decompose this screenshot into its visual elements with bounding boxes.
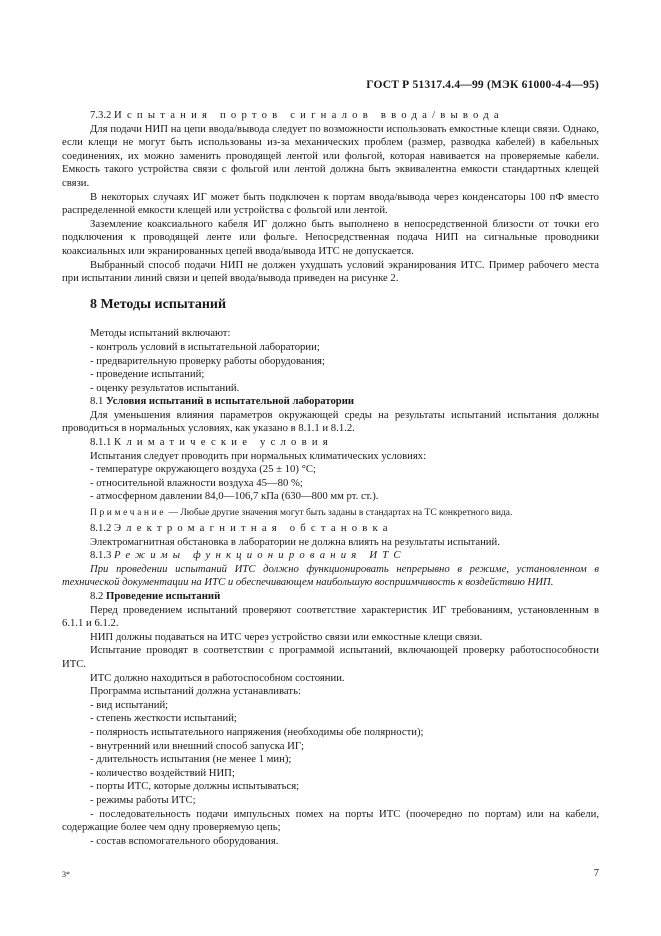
section-8-1-2-heading <box>62 522 599 536</box>
paragraph: Электромагнитная обстановка в лаборатории не должна влиять на результаты испытаний. <box>90 535 500 548</box>
list-item: - контроль условий в испытательной лаборатории; <box>90 340 320 353</box>
list-item: - количество воздействий НИП; <box>90 766 235 779</box>
section-title: Условия испытаний в испытательной лаборатории <box>106 395 355 408</box>
paragraph: Заземление коаксиального кабеля ИГ должно быть выполнено в непосредственной близости от точки его подключения к проводящей ленте или фольге. Непосредственная подача НИП на сигнальные проводники коаксиальных или экранированных цепей ввода/вывода ИТС не допускается. <box>62 217 599 257</box>
paragraph: Перед проведением испытаний проверяют соответствие характеристик ИГ требованиям, установленным в 6.1.1 и 6.1.2. <box>62 603 599 630</box>
paragraph: Испытание проводят в соответствии с программой испытаний, включающей проверку работоспособности ИТС. <box>62 644 599 670</box>
list-item: - оценку результатов испытаний. <box>90 381 240 394</box>
list-item: - последовательность подачи импульсных помех на порты ИТС (поочередно по портам) или на кабели, содержащие более чем одну проверяемую цепь; <box>62 807 599 834</box>
list-item: - порты ИТС, которые должны испытываться; <box>90 780 300 793</box>
page-content <box>62 109 599 848</box>
list-item: - предварительную проверку работы оборудования; <box>90 354 325 367</box>
paragraph: НИП должны подаваться на ИТС через устройство связи или емкостные клещи связи. <box>90 630 483 643</box>
list-item: - состав вспомогательного оборудования. <box>90 834 279 847</box>
paragraph: Для подачи НИП на цепи ввода/вывода следует по возможности использовать емкостные клещи связи. Однако, если клещи не могут быть использованы из-за механических проблем (размер, разводка кабелей) в кабельных соединениях, их можно заменить проводящей лентой или фольгой, которая навивается на проверяемые кабели. Емкость такого устройства связи с фольгой или лентой должна быть эквивалентна емкости стандартных клещей связи. <box>62 122 599 189</box>
section-title: Климатические условия <box>114 436 333 449</box>
list-item: - относительной влажности воздуха 45—80 %; <box>90 476 303 489</box>
page-header-standard: ГОСТ Р 51317.4.4—99 (МЭК 61000-4-4—95) <box>366 79 599 91</box>
list-item: - внутренний или внешний способ запуска ИГ; <box>90 739 305 752</box>
paragraph: Испытания следует проводить при нормальных климатических условиях: <box>90 449 427 462</box>
page-number: 7 <box>593 868 599 879</box>
note-label: Примечание <box>90 508 167 519</box>
paragraph: Выбранный способ подачи НИП не должен ухудшать условий экранирования ИТС. Пример рабочего места при испытании линий связи и цепей ввода/вывода приведен на рисунке 2. <box>62 258 599 285</box>
paragraph: При проведении испытаний ИТС должно функционировать непрерывно в режиме, установленном в технической документации на ИТС и обеспечивающем наибольшую восприимчивость к воздействию НИП. <box>62 562 599 589</box>
paragraph: Методы испытаний включают: <box>90 327 231 340</box>
section-title: Электромагнитная обстановка <box>114 522 393 535</box>
paragraph: Программа испытаний должна устанавливать: <box>90 685 301 698</box>
paragraph: ИТС должно находиться в работоспособном состоянии. <box>90 671 345 684</box>
paragraph: В некоторых случаях ИГ может быть подключен к портам ввода/вывода через конденсаторы 100 пФ вместо распределенной емкости клещей или устройства с фольгой или лентой. <box>62 190 599 217</box>
note-text: — Любые другие значения могут быть заданы в стандартах на ТС конкретного вида. <box>166 508 513 519</box>
section-8-1-heading <box>62 395 599 409</box>
list-item: - степень жесткости испытаний; <box>90 712 237 725</box>
sheet-mark: 3* <box>62 870 70 879</box>
section-title: Испытания портов сигналов ввода/вывода <box>114 109 504 121</box>
list-item: - температуре окружающего воздуха (25 ± 10) °С; <box>90 463 316 476</box>
list-item: - проведение испытаний; <box>90 368 205 381</box>
list-item: - полярность испытательного напряжения (необходимы обе полярности); <box>90 725 424 738</box>
section-title: Проведение испытаний <box>106 590 221 602</box>
section-7-3-2-heading <box>62 109 599 123</box>
section-number: 8.2 <box>90 590 104 602</box>
section-number: 8.1.3 <box>90 549 112 562</box>
section-number: 8.1.2 <box>90 522 112 535</box>
section-number: 8.1.1 <box>90 436 112 449</box>
section-number: 7.3.2 <box>90 109 112 121</box>
section-8-1-1-heading <box>62 436 599 450</box>
list-item: - режимы работы ИТС; <box>90 793 196 806</box>
note <box>62 507 599 520</box>
section-8-1-3-heading <box>62 549 599 563</box>
section-8-2-heading <box>62 590 599 604</box>
section-title: Режимы функционирования ИТС <box>114 549 406 562</box>
list-item: - длительность испытания (не менее 1 мин); <box>90 753 292 766</box>
section-number: 8.1 <box>90 395 104 408</box>
paragraph: Для уменьшения влияния параметров окружающей среды на результаты испытаний испытания должны проводиться в нормальных условиях, как указано в 8.1.1 и 8.1.2. <box>62 408 599 435</box>
list-item: - атмосферном давлении 84,0—106,7 кПа (630—800 мм рт. ст.). <box>90 490 379 503</box>
section-8-heading: 8 Методы испытаний <box>90 296 227 312</box>
list-item: - вид испытаний; <box>90 698 169 711</box>
